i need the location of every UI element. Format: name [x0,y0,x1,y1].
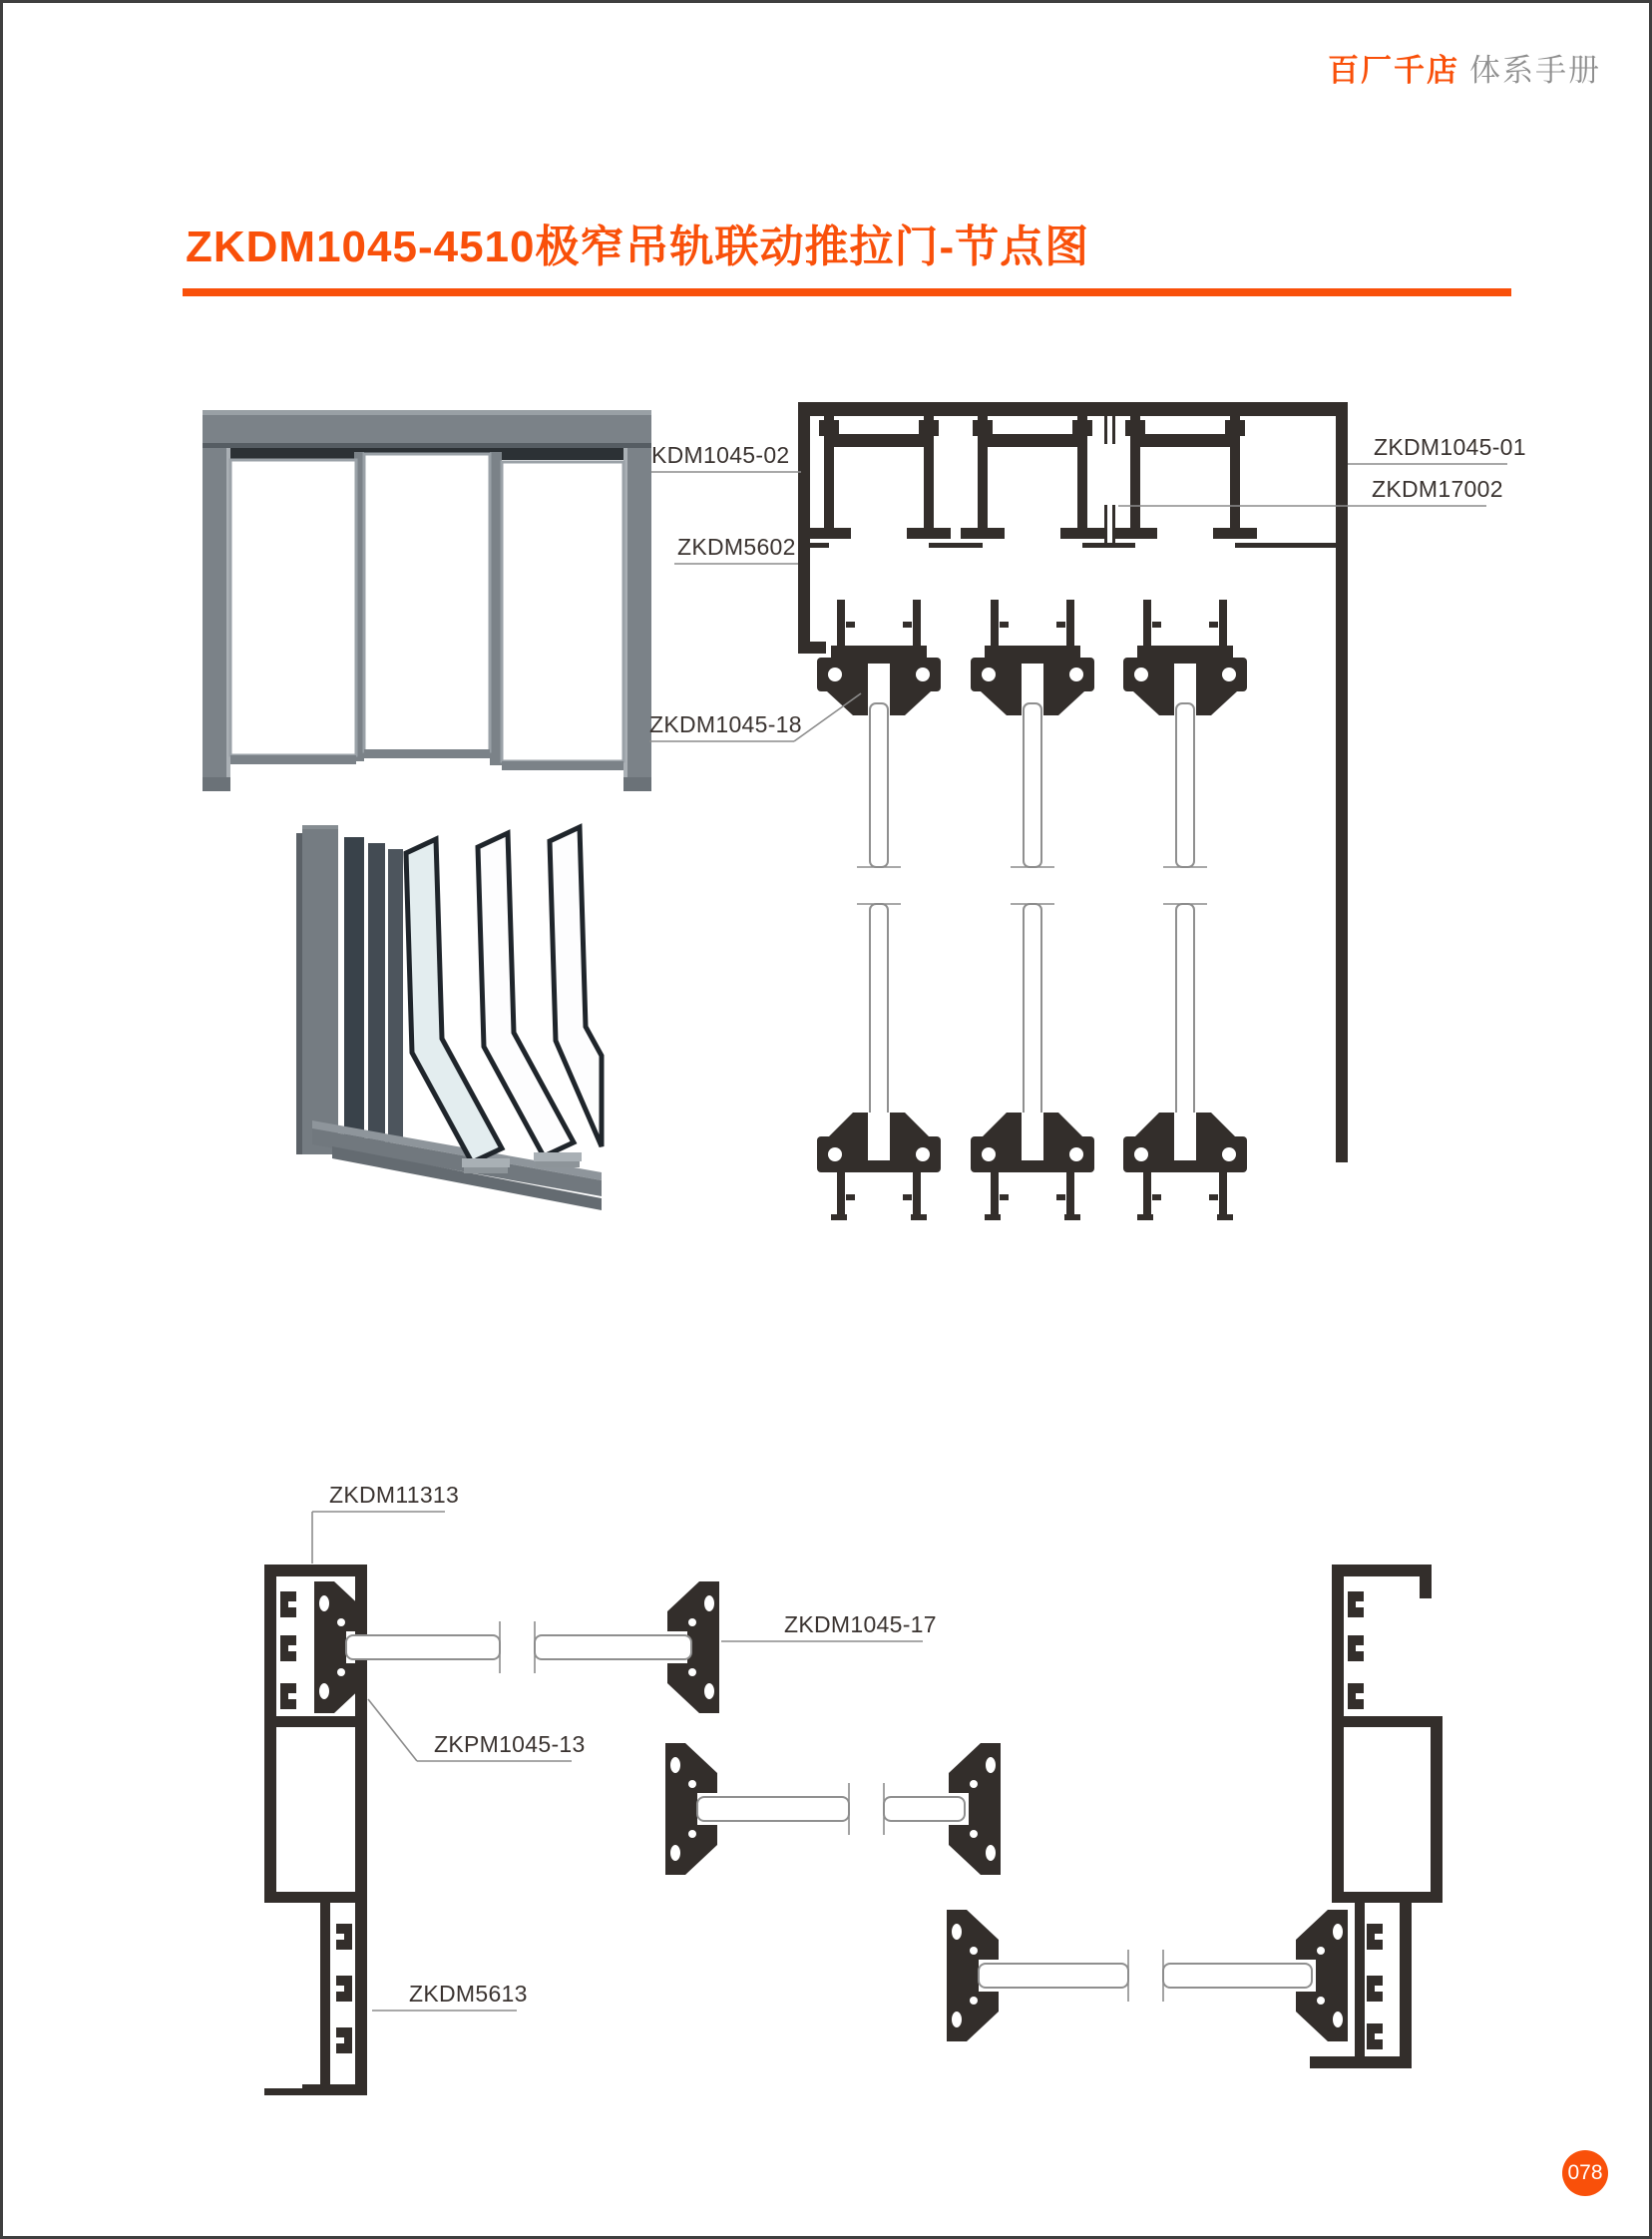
door-render [203,410,651,791]
label-zkdm17002: ZKDM17002 [1372,476,1503,502]
label-zkdm5602: ZKDM5602 [677,534,796,560]
bottom-section-drawing [264,1512,1443,2095]
top-section-drawing [649,402,1507,1220]
label-zkdm1045-18: ZKDM1045-18 [649,711,802,737]
label-zkpm1045-13: ZKPM1045-13 [434,1731,586,1757]
page-title: ZKDM1045-4510极窄吊轨联动推拉门-节点图 [186,223,1090,271]
bottom-leader-lines [312,1512,923,2011]
glass-render [296,825,602,1210]
page-number-badge: 078 [1562,2150,1608,2196]
node-diagrams [3,3,1652,2239]
label-zkdm11313: ZKDM11313 [329,1482,460,1508]
manual-text: 体系手册 [1469,53,1601,88]
label-zkdm1045-17: ZKDM1045-17 [784,1611,937,1637]
horizontal-glass-panes [346,1621,1312,2002]
label-zkdm5613: ZKDM5613 [409,1981,528,2007]
vertical-glass-panes [857,703,1207,1140]
brand-text: 百厂千店 [1328,53,1459,88]
label-zkdm1045-02: KDM1045-02 [651,442,790,468]
label-zkdm1045-01: ZKDM1045-01 [1374,434,1526,460]
